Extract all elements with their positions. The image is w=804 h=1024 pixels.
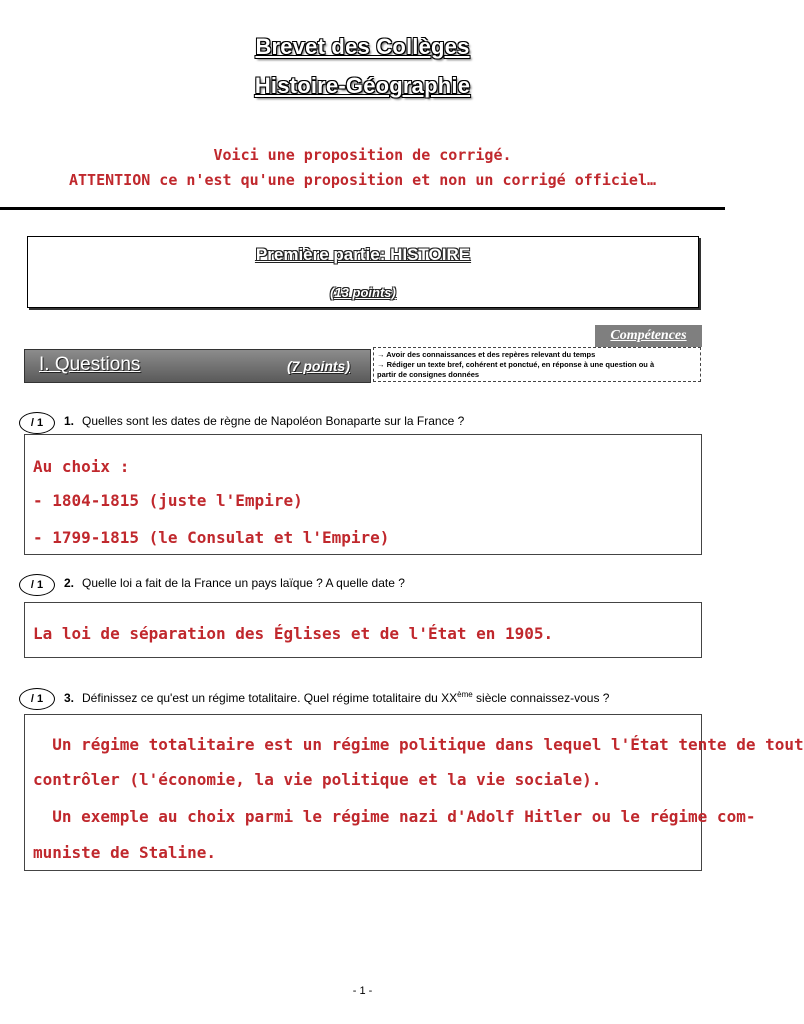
answer-line: Au choix : (33, 457, 130, 476)
question-text-end: siècle connaissez-vous ? (472, 691, 610, 705)
answer-box-3 (24, 714, 804, 871)
part-header-box (27, 236, 699, 308)
question-superscript: ème (457, 690, 473, 699)
question-3 (64, 690, 609, 705)
header-divider (0, 207, 725, 210)
intro-line-2: ATTENTION ce n'est qu'une proposition et non un corrigé officiel… (69, 171, 656, 189)
part-title: Première partie: HISTOIRE (255, 245, 471, 264)
document-title-line-1: Brevet des Collèges (255, 34, 470, 59)
answer-box-1 (24, 434, 702, 555)
answer-line: La loi de séparation des Églises et de l'État en 1905. (33, 624, 554, 643)
section-title: I. Questions (39, 354, 141, 375)
answer-line: - 1799-1815 (le Consulat et l'Empire) (33, 528, 390, 547)
question-number: 2. (64, 576, 75, 590)
competences-label: Compétences (595, 325, 702, 347)
score-oval: / 1 (19, 412, 55, 434)
question-number: 1. (64, 414, 75, 428)
question-2 (64, 576, 405, 590)
intro-line-1: Voici une proposition de corrigé. (213, 146, 512, 164)
document-title-line-2: Histoire-Géographie (254, 73, 471, 98)
score-oval: / 1 (19, 574, 55, 596)
competence-item: → Rédiger un texte bref, cohérent et ponctué, en réponse à une question ou à (377, 360, 655, 369)
competence-item: → Avoir des connaissances et des repères relevant du temps (377, 350, 596, 359)
question-number: 3. (64, 691, 75, 705)
answer-line: contrôler (l'économie, la vie politique et la vie sociale). (33, 770, 602, 789)
section-points: (7 points) (287, 358, 350, 374)
question-text: Quelle loi a fait de la France un pays laïque ? A quelle date ? (82, 576, 405, 590)
answer-line: Un exemple au choix parmi le régime nazi d'Adolf Hitler ou le régime com- (33, 807, 756, 826)
question-text: Quelles sont les dates de règne de Napoléon Bonaparte sur la France ? (82, 414, 465, 428)
part-points: (13 points) (330, 285, 396, 300)
answer-box-2 (24, 602, 702, 658)
question-1 (64, 414, 464, 428)
answer-line: Un régime totalitaire est un régime politique dans lequel l'État tente de tout (33, 735, 804, 754)
score-oval: / 1 (19, 688, 55, 710)
competence-item: partir de consignes données (377, 370, 480, 379)
answer-line: muniste de Staline. (33, 843, 217, 862)
answer-line: - 1804-1815 (juste l'Empire) (33, 491, 303, 510)
question-text: Définissez ce qu'est un régime totalitaire. Quel régime totalitaire du XX (82, 691, 458, 705)
section-header (24, 349, 371, 383)
competences-box (373, 347, 701, 382)
page-number: - 1 - (352, 985, 373, 997)
